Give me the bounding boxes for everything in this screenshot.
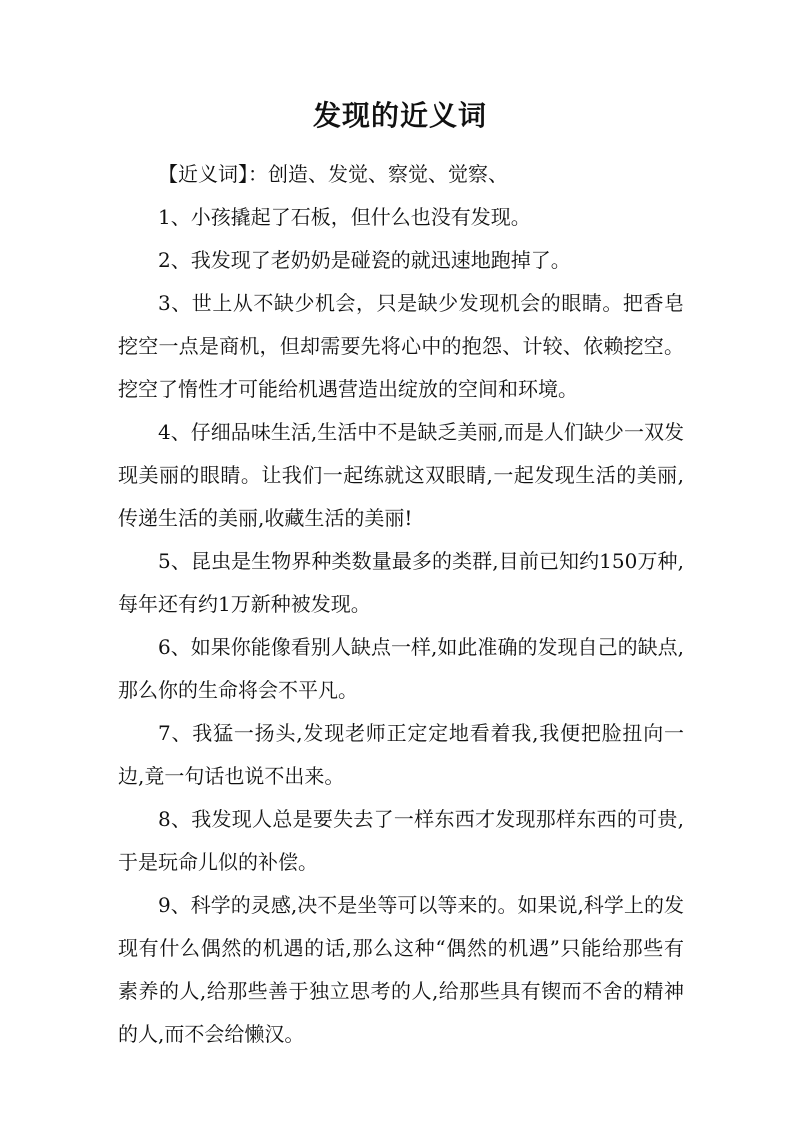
synonyms-line: 【近义词】：创造、发觉、察觉、觉察、: [158, 162, 508, 186]
document-title: 发现的近义词: [312, 99, 487, 132]
document-body: [118, 153, 684, 1056]
example-sentence-8: 8、我发现人总是要失去了一样东西才发现那样东西的可贵,于是玩命儿似的补偿。: [118, 807, 684, 874]
example-sentence-5: 5、昆虫是生物界种类数量最多的类群,目前已知约150万种,每年还有约1万新种被发现。: [118, 549, 684, 616]
example-sentence-3: 3、世上从不缺少机会，只是缺少发现机会的眼睛。把香皂挖空一点是商机，但却需要先将心中的抱怨、计较、依赖挖空。挖空了惰性才可能给机遇营造出绽放的空间和环境。: [118, 291, 684, 401]
example-sentence-7: 7、我猛一扬头,发现老师正定定地看着我,我便把脸扭向一边,竟一句话也说不出来。: [118, 721, 684, 788]
example-sentence-4: 4、仔细品味生活,生活中不是缺乏美丽,而是人们缺少一双发现美丽的眼睛。让我们一起练就这双眼睛,一起发现生活的美丽,传递生活的美丽,收藏生活的美丽!: [118, 420, 684, 530]
example-sentence-9: 9、科学的灵感,决不是坐等可以等来的。如果说,科学上的发现有什么偶然的机遇的话,那么这种“偶然的机遇”只能给那些有素养的人,给那些善于独立思考的人,给那些具有锲而不舍的精神的人,而不会给懒汉。: [118, 893, 684, 1046]
example-sentence-2: 2、我发现了老奶奶是碰瓷的就迅速地跑掉了。: [158, 248, 571, 272]
example-sentence-1: 1、小孩撬起了石板，但什么也没有发现。: [158, 205, 531, 229]
example-sentence-6: 6、如果你能像看别人缺点一样,如此准确的发现自己的缺点,那么你的生命将会不平凡。: [118, 635, 684, 702]
